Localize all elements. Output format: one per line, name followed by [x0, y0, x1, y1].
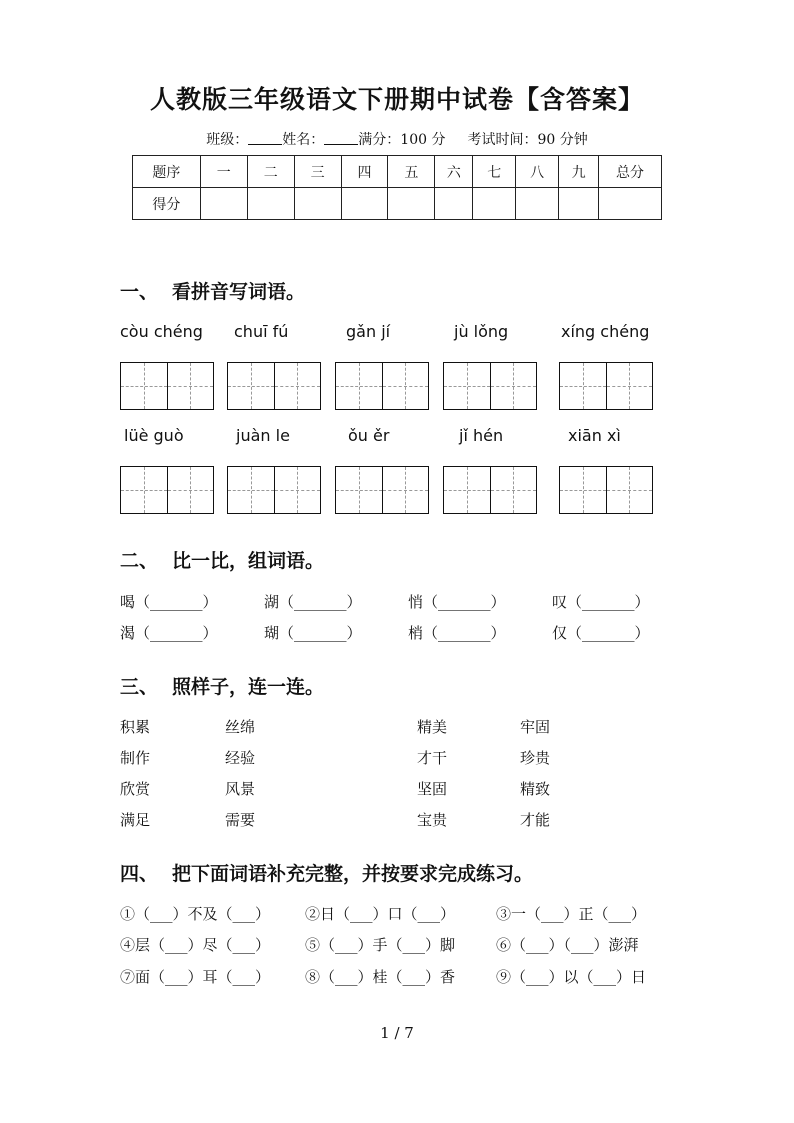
exam-time: 考试时间：90 分钟 [467, 132, 588, 148]
name-label: 姓名： [282, 132, 325, 148]
idiom-item[interactable]: ④层（___）尽（___） [120, 936, 271, 954]
idiom-row [0, 903, 794, 925]
score-header-cell: 九 [559, 156, 599, 188]
score-value-cell[interactable] [599, 188, 662, 220]
tian-grid[interactable] [120, 466, 214, 514]
score-header-cell: 四 [341, 156, 388, 188]
score-header-cell: 六 [435, 156, 473, 188]
score-header-cell: 八 [516, 156, 559, 188]
compare-row-1 [0, 591, 794, 613]
class-blank [248, 132, 282, 145]
page-number: 1 / 7 [380, 1024, 414, 1042]
section-1-title: 一、 看拼音写词语。 [120, 281, 306, 303]
pinyin-label: gǎn jí [346, 322, 391, 341]
score-value-row [133, 188, 662, 220]
pinyin-label: xiān xì [568, 426, 621, 445]
score-row-label: 得分 [133, 188, 201, 220]
idiom-item[interactable]: ⑥（___）（___）澎湃 [496, 936, 639, 954]
pinyin-label: ǒu ěr [348, 426, 390, 445]
match-word[interactable]: 风景 [225, 780, 256, 798]
match-row [0, 716, 794, 738]
match-word[interactable]: 积累 [120, 718, 151, 736]
score-table [132, 155, 662, 220]
compare-item[interactable]: 瑚（_______） [264, 624, 362, 642]
match-word[interactable]: 珍贵 [520, 749, 551, 767]
match-word[interactable]: 满足 [120, 811, 151, 829]
idiom-row [0, 934, 794, 956]
idiom-item[interactable]: ⑨（___）以（___）日 [496, 968, 647, 986]
name-blank [324, 132, 358, 145]
score-value-cell[interactable] [516, 188, 559, 220]
compare-item[interactable]: 湖（_______） [264, 593, 362, 611]
match-word[interactable]: 牢固 [520, 718, 551, 736]
pinyin-row-1 [0, 322, 794, 346]
writing-grid-row-1 [0, 362, 794, 410]
idiom-item[interactable]: ⑦面（___）耳（___） [120, 968, 271, 986]
pinyin-row-2 [0, 426, 794, 450]
idiom-item[interactable]: ⑤（___）手（___）脚 [305, 936, 456, 954]
match-word[interactable]: 才能 [520, 811, 551, 829]
tian-grid[interactable] [443, 362, 537, 410]
match-row [0, 778, 794, 800]
score-header-cell: 七 [473, 156, 516, 188]
match-word[interactable]: 欣赏 [120, 780, 151, 798]
class-label: 班级： [206, 132, 249, 148]
tian-grid[interactable] [120, 362, 214, 410]
page-title: 人教版三年级语文下册期中试卷【含答案】 [149, 85, 644, 114]
match-row [0, 809, 794, 831]
tian-grid[interactable] [227, 362, 321, 410]
score-header-cell: 二 [247, 156, 294, 188]
tian-grid[interactable] [227, 466, 321, 514]
score-header-row [133, 156, 662, 188]
match-word[interactable]: 才干 [417, 749, 448, 767]
section-3-title: 三、 照样子，连一连。 [120, 676, 325, 698]
match-word[interactable]: 丝绵 [225, 718, 256, 736]
compare-row-2 [0, 622, 794, 644]
idiom-item[interactable]: ①（___）不及（___） [120, 905, 271, 923]
score-header-cell: 三 [294, 156, 341, 188]
tian-grid[interactable] [559, 466, 653, 514]
tian-grid[interactable] [443, 466, 537, 514]
score-header-cell: 总分 [599, 156, 662, 188]
match-word[interactable]: 需要 [225, 811, 256, 829]
score-value-cell[interactable] [341, 188, 388, 220]
compare-item[interactable]: 仅（_______） [552, 624, 650, 642]
score-header-cell: 五 [388, 156, 435, 188]
pinyin-label: lüè guò [124, 426, 184, 445]
match-row [0, 747, 794, 769]
exam-info [0, 129, 794, 149]
match-word[interactable]: 精美 [417, 718, 448, 736]
score-value-cell[interactable] [247, 188, 294, 220]
tian-grid[interactable] [335, 362, 429, 410]
idiom-item[interactable]: ⑧（___）桂（___）香 [305, 968, 456, 986]
tian-grid[interactable] [559, 362, 653, 410]
score-value-cell[interactable] [294, 188, 341, 220]
pinyin-label: chuī fú [234, 322, 289, 341]
full-score: 满分：100 分 [358, 132, 446, 148]
section-4-title: 四、 把下面词语补充完整，并按要求完成练习。 [120, 863, 534, 885]
compare-item[interactable]: 梢（_______） [408, 624, 506, 642]
score-value-cell[interactable] [200, 188, 247, 220]
pinyin-label: còu chéng [120, 322, 203, 341]
compare-item[interactable]: 喝（_______） [120, 593, 218, 611]
tian-grid[interactable] [335, 466, 429, 514]
score-value-cell[interactable] [473, 188, 516, 220]
score-value-cell[interactable] [435, 188, 473, 220]
match-word[interactable]: 经验 [225, 749, 256, 767]
idiom-row [0, 966, 794, 988]
idiom-item[interactable]: ③一（___）正（___） [496, 905, 647, 923]
compare-item[interactable]: 叹（_______） [552, 593, 650, 611]
writing-grid-row-2 [0, 466, 794, 514]
pinyin-label: xíng chéng [561, 322, 650, 341]
score-header-cell: 一 [200, 156, 247, 188]
compare-item[interactable]: 悄（_______） [408, 593, 506, 611]
score-value-cell[interactable] [559, 188, 599, 220]
match-word[interactable]: 精致 [520, 780, 551, 798]
pinyin-label: juàn le [236, 426, 290, 445]
pinyin-label: jù lǒng [454, 322, 509, 341]
match-word[interactable]: 坚固 [417, 780, 448, 798]
section-2-title: 二、 比一比，组词语。 [120, 550, 325, 572]
score-value-cell[interactable] [388, 188, 435, 220]
match-word[interactable]: 宝贵 [417, 811, 448, 829]
pinyin-label: jǐ hén [459, 426, 504, 445]
compare-item[interactable]: 渴（_______） [120, 624, 218, 642]
score-header-cell: 题序 [133, 156, 201, 188]
idiom-item[interactable]: ②日（___）口（___） [305, 905, 456, 923]
match-word[interactable]: 制作 [120, 749, 151, 767]
